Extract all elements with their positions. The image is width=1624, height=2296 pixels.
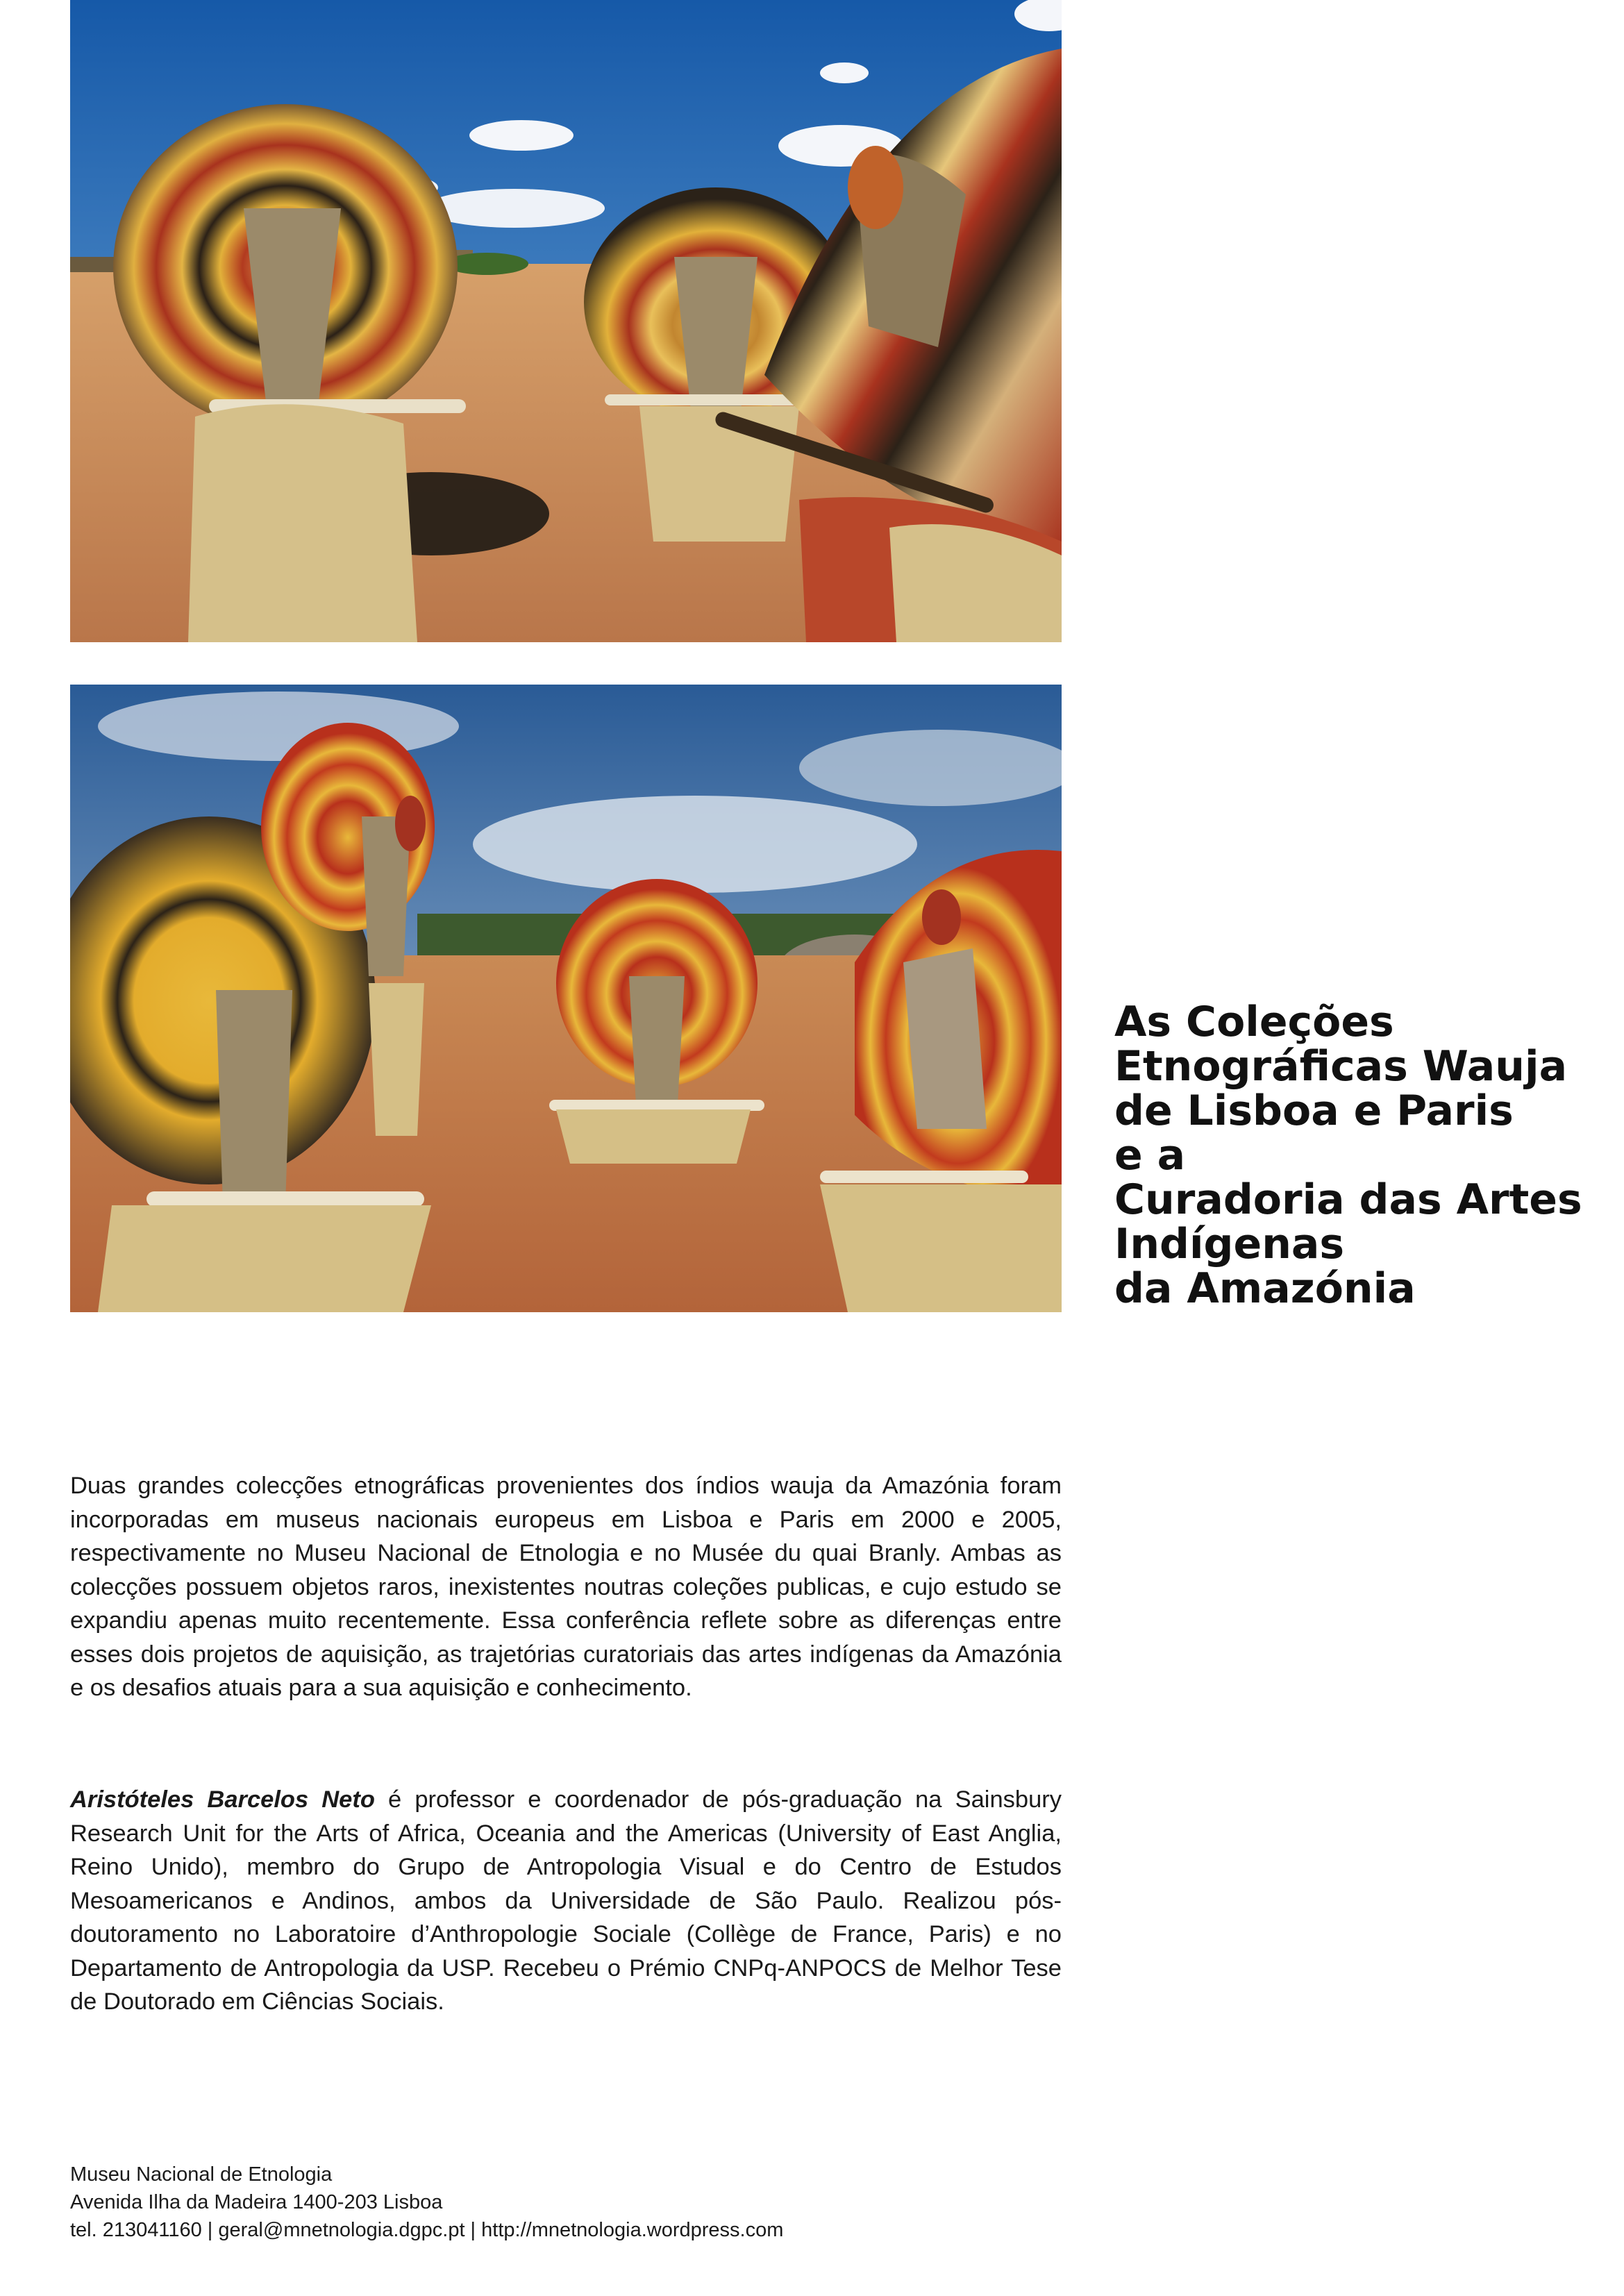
photo-masks-bottom-art (70, 685, 1062, 1312)
title-line-1: As Coleções (1114, 998, 1394, 1046)
photo-masks-top (70, 0, 1062, 642)
title-line-3: de Lisboa e Paris (1114, 1087, 1514, 1135)
author-name: Aristóteles Barcelos Neto (70, 1786, 375, 1813)
footer-contact: tel. 213041160 | geral@mnetnologia.dgpc.pt | http://mnetnologia.wordpress.com (70, 2219, 784, 2241)
footer (70, 2161, 1062, 2244)
bio-text: é professor e coordenador de pós-graduação na Sainsbury Research Unit for the Arts of Africa, Oceania and the Americas (University of East Anglia, Reino Unido), membro do Grupo de Antropologia Visual e do Centro de Estudos Mesoamericanos e Andinos, ambos da Universidade de São Paulo. Realizou pós-doutoramento no Laboratoire d’Anthropologie Sociale (Collège de France, Paris) e no Departamento de Antropologia da USP. Recebeu o Prémio CNPq-ANPOCS de Melhor Tese de Doutorado em Ciências Sociais. (70, 1786, 1062, 2015)
bio-paragraph (70, 1783, 1062, 2019)
title-line-6: Indígenas (1114, 1220, 1345, 1268)
photo-masks-top-art (70, 0, 1062, 642)
title-line-7: da Amazónia (1114, 1264, 1416, 1313)
title-line-5: Curadoria das Artes (1114, 1175, 1582, 1224)
abstract-paragraph: Duas grandes colecções etnográficas provenientes dos índios wauja da Amazónia foram incorporadas em museus nacionais europeus em Lisboa e Paris em 2000 e 2005, respectivamente no Museu Nacional de Etnologia e no Musée du quai Branly. Ambas as colecções possuem objetos raros, inexistentes noutras coleções publicas, e cujo estudo se expandiu apenas muito recentemente. Essa conferência reflete sobre as diferenças entre esses dois projetos de aquisição, as trajetórias curatoriais das artes indígenas da Amazónia e os desafios atuais para a sua aquisição e conhecimento. (70, 1473, 1062, 1701)
document-title (1114, 1000, 1600, 1311)
title-line-2: Etnográficas Wauja (1114, 1042, 1568, 1091)
footer-address: Avenida Ilha da Madeira 1400-203 Lisboa (70, 2191, 443, 2213)
photo-masks-bottom (70, 685, 1062, 1312)
footer-institution: Museu Nacional de Etnologia (70, 2163, 333, 2186)
title-line-4: e a (1114, 1131, 1186, 1180)
